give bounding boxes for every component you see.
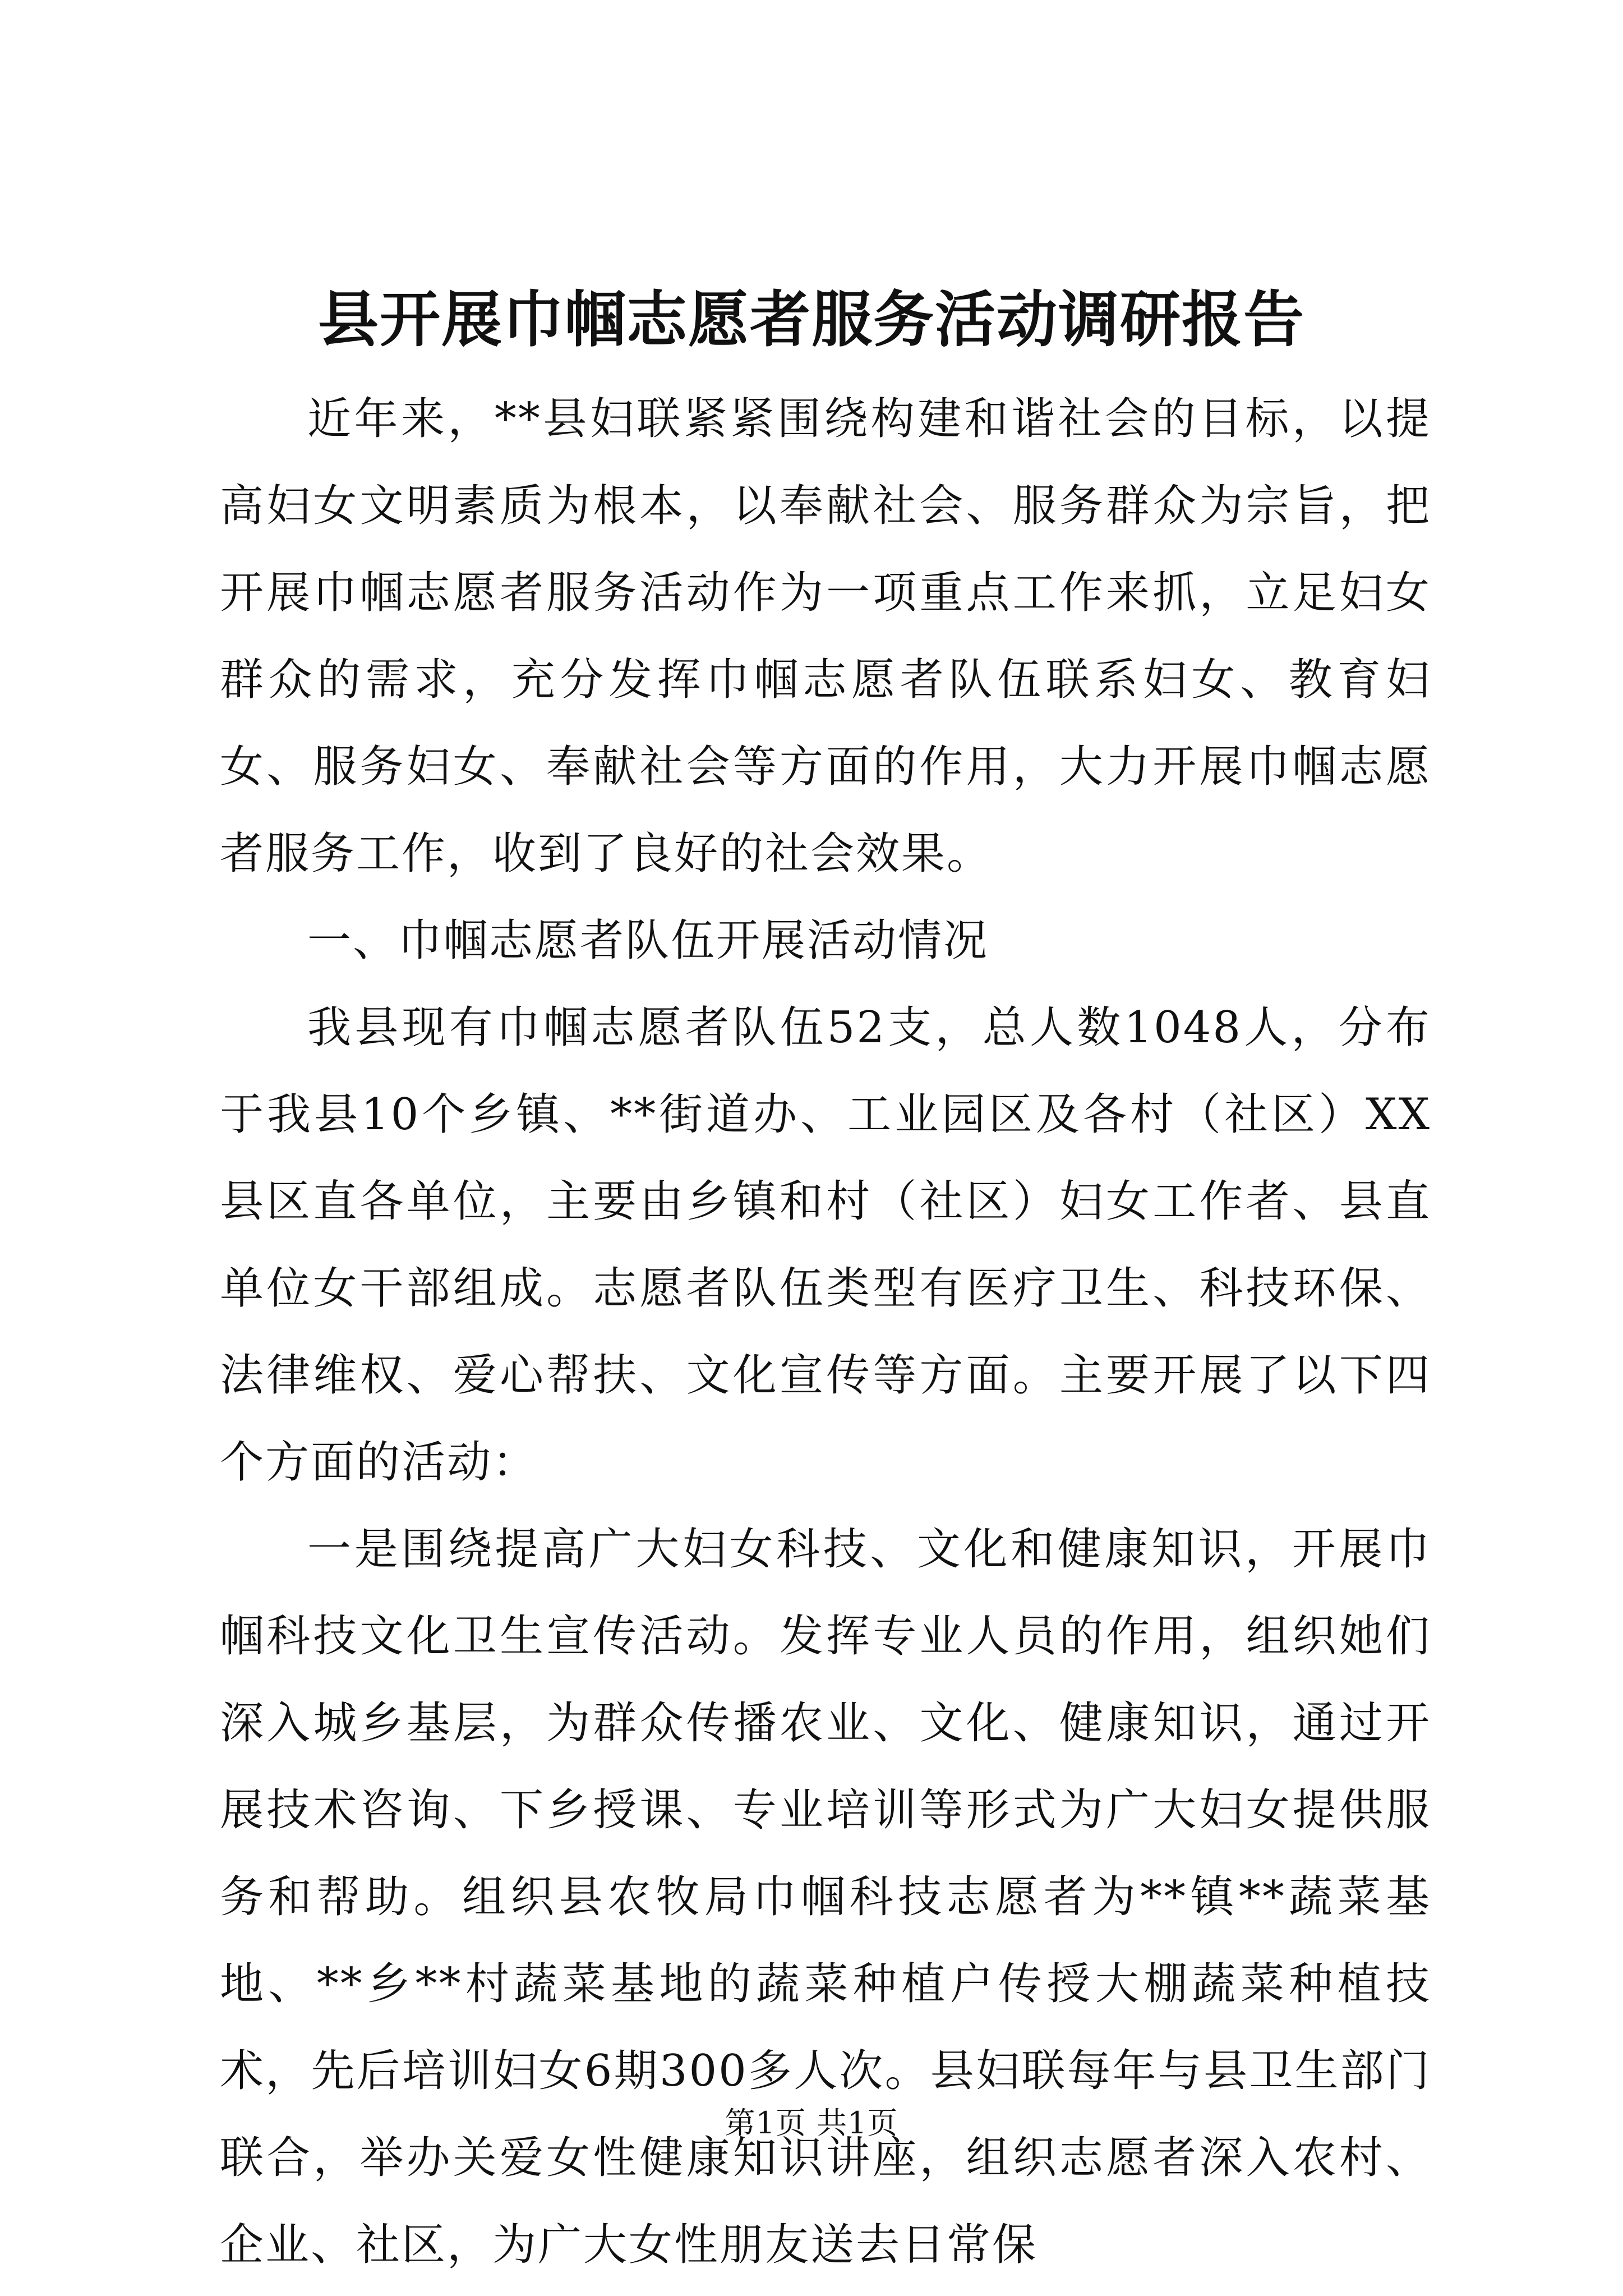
paragraph-team-overview: 我县现有巾帼志愿者队伍52支，总人数1048人，分布于我县10个乡镇、**街道办、工业园区及各村（社区）XX县区直各单位，主要由乡镇和村（社区）妇女工作者、县直单位女干部组成。志愿者队伍类型有医疗卫生、科技环保、法律维权、爱心帮扶、文化宣传等方面。主要开展了以下四个方面的活动： (220, 1002, 1431, 1488)
page-footer: 第1页 共1页 (725, 2105, 898, 2141)
paragraph-intro: 近年来，**县妇联紧紧围绕构建和谐社会的目标，以提高妇女文明素质为根本，以奉献社会、服务群众为宗旨，把开展巾帼志愿者服务活动作为一项重点工作来抓，立足妇女群众的需求，充分发挥巾帼志愿者队伍联系妇女、教育妇女、服务妇女、奉献社会等方面的作用，大力开展巾帼志愿者服务工作，收到了良好的社会效果。 (220, 394, 1431, 879)
paragraph-activity-one: 一是围绕提高广大妇女科技、文化和健康知识，开展巾帼科技文化卫生宣传活动。发挥专业人员的作用，组织她们深入城乡基层，为群众传播农业、文化、健康知识，通过开展技术咨询、下乡授课、专业培训等形式为广大妇女提供服务和帮助。组织县农牧局巾帼科技志愿者为**镇**蔬菜基地、**乡**村蔬菜基地的蔬菜种植户传授大棚蔬菜种植技术，先后培训妇女6期300多人次。县妇联每年与县卫生部门联合，举办关爱女性健康知识讲座，组织志愿者深入农村、企业、社区，为广大女性朋友送去日常保 (220, 1524, 1431, 2270)
document-body (220, 376, 1431, 2289)
document-title: 县开展巾帼志愿者服务活动调研报告 (317, 284, 1305, 355)
section-heading-1: 一、巾帼志愿者队伍开展活动情况 (307, 915, 989, 966)
